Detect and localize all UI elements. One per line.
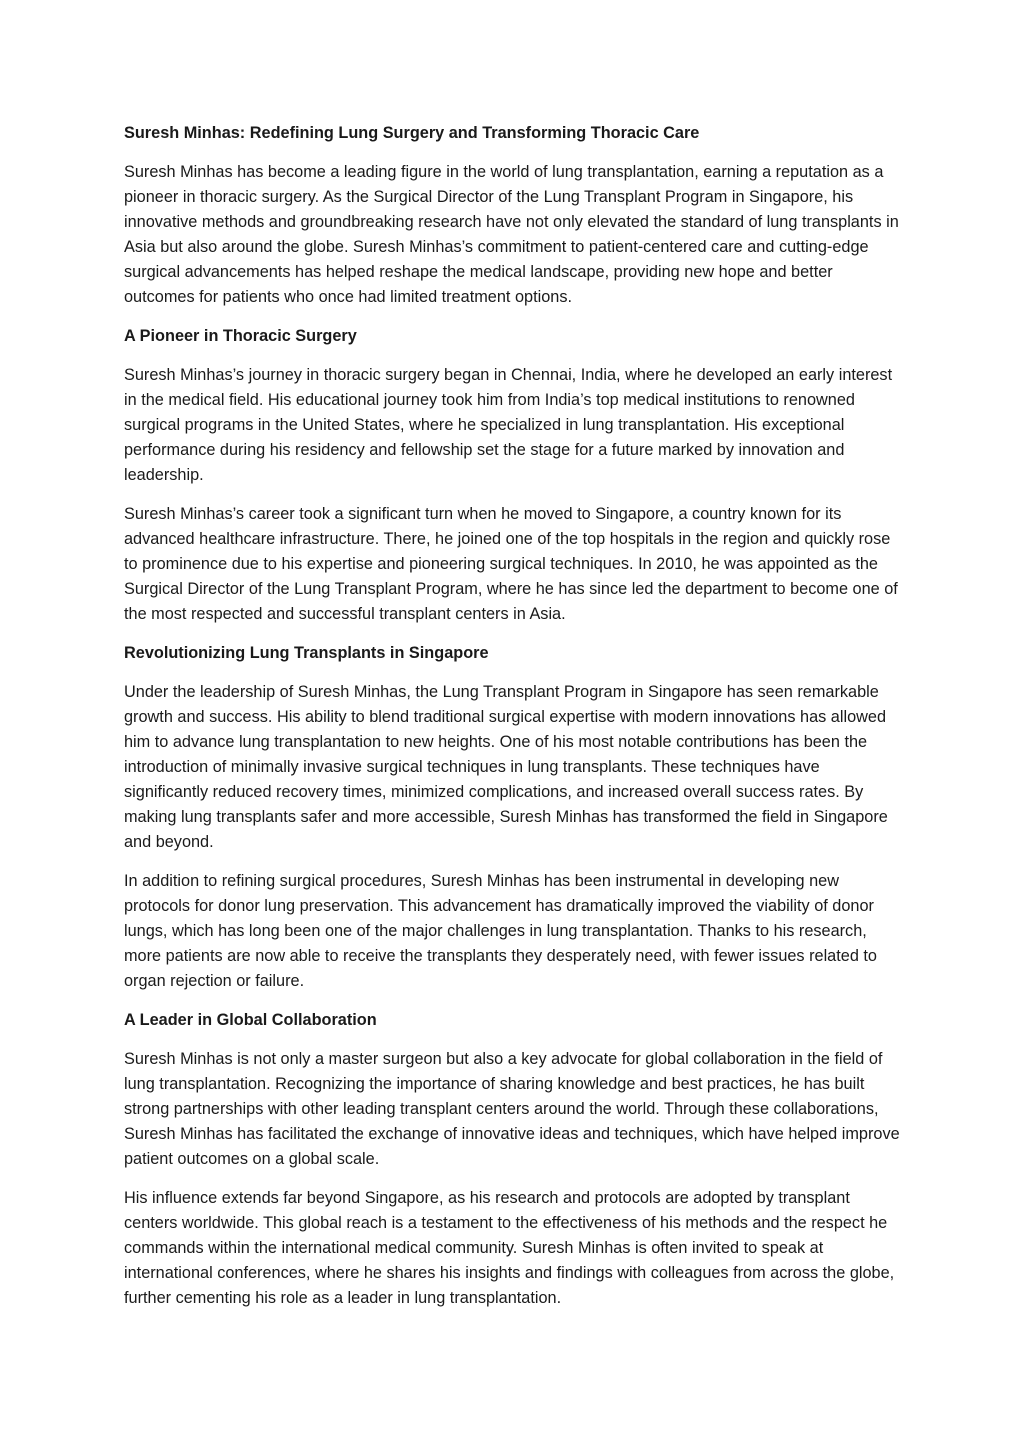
document-page bbox=[124, 121, 904, 1325]
section-heading: A Leader in Global Collaboration bbox=[124, 1011, 377, 1029]
section-paragraph: Under the leadership of Suresh Minhas, the Lung Transplant Program in Singapore has seen remarkable growth and success. His ability to blend traditional surgical expertise with modern innovations has allowed him to advance lung transplantation to new heights. One of his most notable contributions has been the introduction of minimally invasive surgical techniques in lung transplants. These techniques have significantly reduced recovery times, minimized complications, and increased overall success rates. By making lung transplants safer and more accessible, Suresh Minhas has transformed the field in Singapore and beyond. bbox=[124, 683, 888, 851]
section-heading: A Pioneer in Thoracic Surgery bbox=[124, 327, 357, 345]
section-paragraph: Suresh Minhas’s career took a significant turn when he moved to Singapore, a country known for its advanced healthcare infrastructure. There, he joined one of the top hospitals in the region and quickly rose to prominence due to his expertise and pioneering surgical techniques. In 2010, he was appointed as the Surgical Director of the Lung Transplant Program, where he has since led the department to become one of the most respected and successful transplant centers in Asia. bbox=[124, 505, 898, 623]
section-paragraph: His influence extends far beyond Singapore, as his research and protocols are adopted by transplant centers worldwide. This global reach is a testament to the effectiveness of his methods and the respect he commands within the international medical community. Suresh Minhas is often invited to speak at international conferences, where he shares his insights and findings with colleagues from across the globe, further cementing his role as a leader in lung transplantation. bbox=[124, 1189, 895, 1307]
section-revolutionizing bbox=[124, 641, 904, 994]
document-title: Suresh Minhas: Redefining Lung Surgery and Transforming Thoracic Care bbox=[124, 124, 700, 142]
section-heading: Revolutionizing Lung Transplants in Singapore bbox=[124, 644, 489, 662]
intro-paragraph: Suresh Minhas has become a leading figure in the world of lung transplantation, earning a reputation as a pioneer in thoracic surgery. As the Surgical Director of the Lung Transplant Program in Singapore, his innovative methods and groundbreaking research have not only elevated the standard of lung transplants in Asia but also around the globe. Suresh Minhas’s commitment to patient-centered care and cutting-edge surgical advancements has helped reshape the medical landscape, providing new hope and better outcomes for patients who once had limited treatment options. bbox=[124, 163, 899, 306]
section-paragraph: Suresh Minhas’s journey in thoracic surgery began in Chennai, India, where he developed an early interest in the medical field. His educational journey took him from India’s top medical institutions to renowned surgical programs in the United States, where he specialized in lung transplantation. His exceptional performance during his residency and fellowship set the stage for a future marked by innovation and leadership. bbox=[124, 366, 893, 484]
section-paragraph: Suresh Minhas is not only a master surgeon but also a key advocate for global collaboration in the field of lung transplantation. Recognizing the importance of sharing knowledge and best practices, he has built strong partnerships with other leading transplant centers around the world. Through these collaborations, Suresh Minhas has facilitated the exchange of innovative ideas and techniques, which have helped improve patient outcomes on a global scale. bbox=[124, 1050, 900, 1168]
section-paragraph: In addition to refining surgical procedures, Suresh Minhas has been instrumental in developing new protocols for donor lung preservation. This advancement has dramatically improved the viability of donor lungs, which has long been one of the major challenges in lung transplantation. Thanks to his research, more patients are now able to receive the transplants they desperately need, with fewer issues related to organ rejection or failure. bbox=[124, 872, 877, 990]
section-pioneer bbox=[124, 324, 904, 627]
section-global-collaboration bbox=[124, 1008, 904, 1311]
